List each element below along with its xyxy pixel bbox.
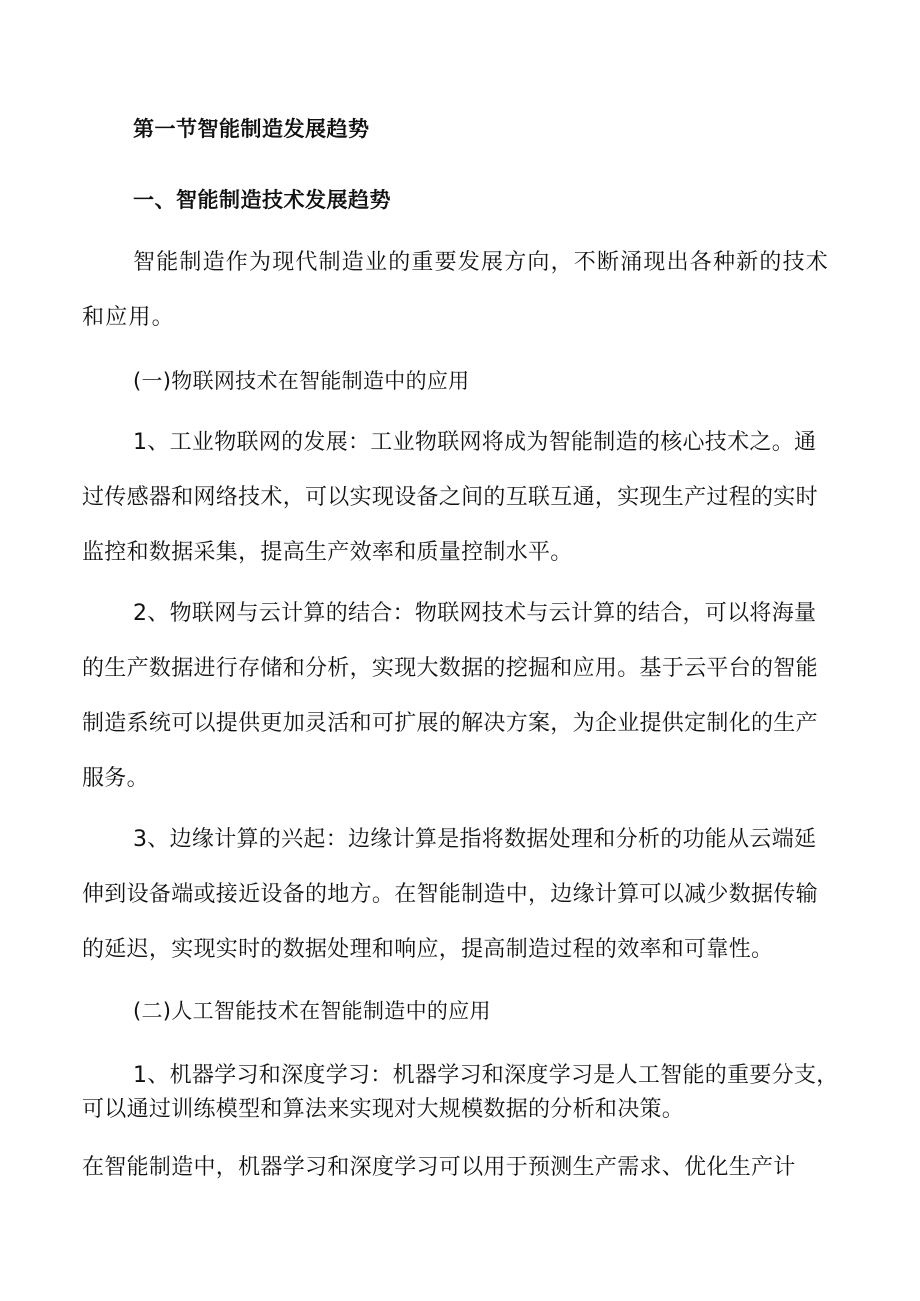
- part2-heading: (二)人工智能技术在智能制造中的应用: [133, 999, 491, 1023]
- part1-item1-line-1: 1、工业物联网的发展：工业物联网将成为智能制造的核心技术之。通: [133, 430, 817, 455]
- intro-line-1: 智能制造作为现代制造业的重要发展方向，不断涌现出各种新的技术: [133, 250, 830, 275]
- part1-item3-line-3: 的延迟，实现实时的数据处理和响应，提高制造过程的效率和可靠性。: [82, 937, 774, 962]
- part2-item1-line-2: 可以通过训练模型和算法来实现对大规模数据的分析和决策。: [82, 1097, 685, 1122]
- part2-item1-line-3: 在智能制造中，机器学习和深度学习可以用于预测生产需求、优化生产计: [82, 1155, 796, 1180]
- section-title: 第一节智能制造发展趋势: [133, 117, 370, 141]
- subsection-title: 一、智能制造技术发展趋势: [133, 188, 391, 212]
- part2-item1-line-1: 1、机器学习和深度学习：机器学习和深度学习是人工智能的重要分支，: [133, 1063, 839, 1088]
- part1-item1-line-2: 过传感器和网络技术，可以实现设备之间的互联互通，实现生产过程的实时: [82, 485, 818, 510]
- part1-item1-line-3: 监控和数据采集，提高生产效率和质量控制水平。: [82, 540, 573, 565]
- intro-line-2: 和应用。: [82, 305, 175, 330]
- part1-heading: (一)物联网技术在智能制造中的应用: [133, 369, 470, 393]
- part1-item3-line-2: 伸到设备端或接近设备的地方。在智能制造中，边缘计算可以减少数据传输: [82, 882, 818, 907]
- part1-item2-line-4: 服务。: [82, 766, 149, 791]
- part1-item2-line-1: 2、物联网与云计算的结合：物联网技术与云计算的结合，可以将海量: [133, 601, 817, 626]
- part1-item3-line-1: 3、边缘计算的兴起：边缘计算是指将数据处理和分析的功能从云端延: [133, 827, 817, 852]
- part1-item2-line-3: 制造系统可以提供更加灵活和可扩展的解决方案，为企业提供定制化的生产: [82, 711, 818, 736]
- part1-item2-line-2: 的生产数据进行存储和分析，实现大数据的挖掘和应用。基于云平台的智能: [82, 656, 818, 681]
